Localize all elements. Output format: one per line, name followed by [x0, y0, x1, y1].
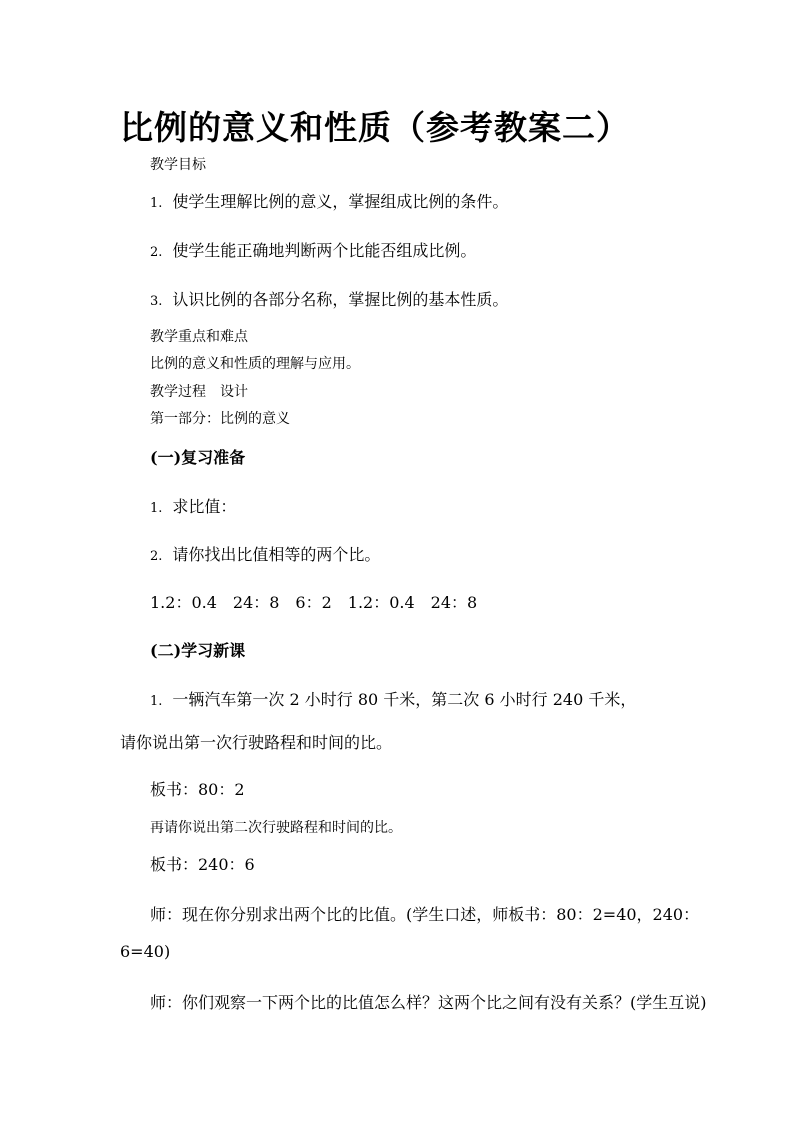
objective-text: 使学生理解比例的意义，掌握组成比例的条件。 — [172, 192, 509, 211]
lesson-item-line — [150, 687, 636, 710]
teacher-remark-continuation: 6=40) — [120, 942, 171, 961]
key-points-text: 比例的意义和性质的理解与应用。 — [150, 356, 360, 372]
review-number: 1. — [150, 501, 163, 516]
objective-number: 3. — [150, 294, 163, 309]
section-one-heading: (一)复习准备 — [150, 448, 246, 467]
review-text: 请你找出比值相等的两个比。 — [172, 545, 381, 564]
objective-number: 2. — [150, 245, 163, 260]
teacher-remark-line: 师：现在你分别求出两个比的比值。(学生口述，师板书：80：2=40，240： — [150, 905, 700, 924]
review-item — [150, 542, 380, 565]
objective-text: 认识比例的各部分名称，掌握比例的基本性质。 — [172, 290, 509, 309]
objectives-heading: 教学目标 — [150, 157, 206, 173]
lesson-item-text: 一辆汽车第一次 2 小时行 80 千米，第二次 6 小时行 240 千米， — [172, 690, 637, 709]
teacher-remark-line: 师：你们观察一下两个比的比值怎么样？这两个比之间有没有关系？(学生互说) — [150, 993, 707, 1012]
key-points-heading: 教学重点和难点 — [150, 329, 248, 345]
objective-item — [150, 189, 508, 212]
process-heading: 教学过程 设计 — [150, 384, 248, 400]
review-number: 2. — [150, 549, 163, 564]
objective-item — [150, 287, 508, 310]
board-note: 板书：80：2 — [150, 780, 245, 799]
part-one-heading: 第一部分：比例的意义 — [150, 411, 290, 427]
lesson-item-number: 1. — [150, 694, 163, 709]
objective-number: 1. — [150, 196, 163, 211]
document-title: 比例的意义和性质（参考教案二） — [120, 108, 630, 147]
ratios-list: 1.2：0.4 24：8 6：2 1.2：0.4 24：8 — [150, 593, 478, 612]
lesson-item-continuation: 请你说出第一次行驶路程和时间的比。 — [120, 733, 393, 752]
objective-item — [150, 238, 476, 261]
section-two-heading: (二)学习新课 — [150, 641, 246, 660]
review-item — [150, 494, 236, 517]
question-text: 再请你说出第二次行驶路程和时间的比。 — [150, 820, 402, 836]
board-note: 板书：240：6 — [150, 855, 255, 874]
objective-text: 使学生能正确地判断两个比能否组成比例。 — [172, 241, 477, 260]
review-text: 求比值： — [172, 497, 237, 516]
